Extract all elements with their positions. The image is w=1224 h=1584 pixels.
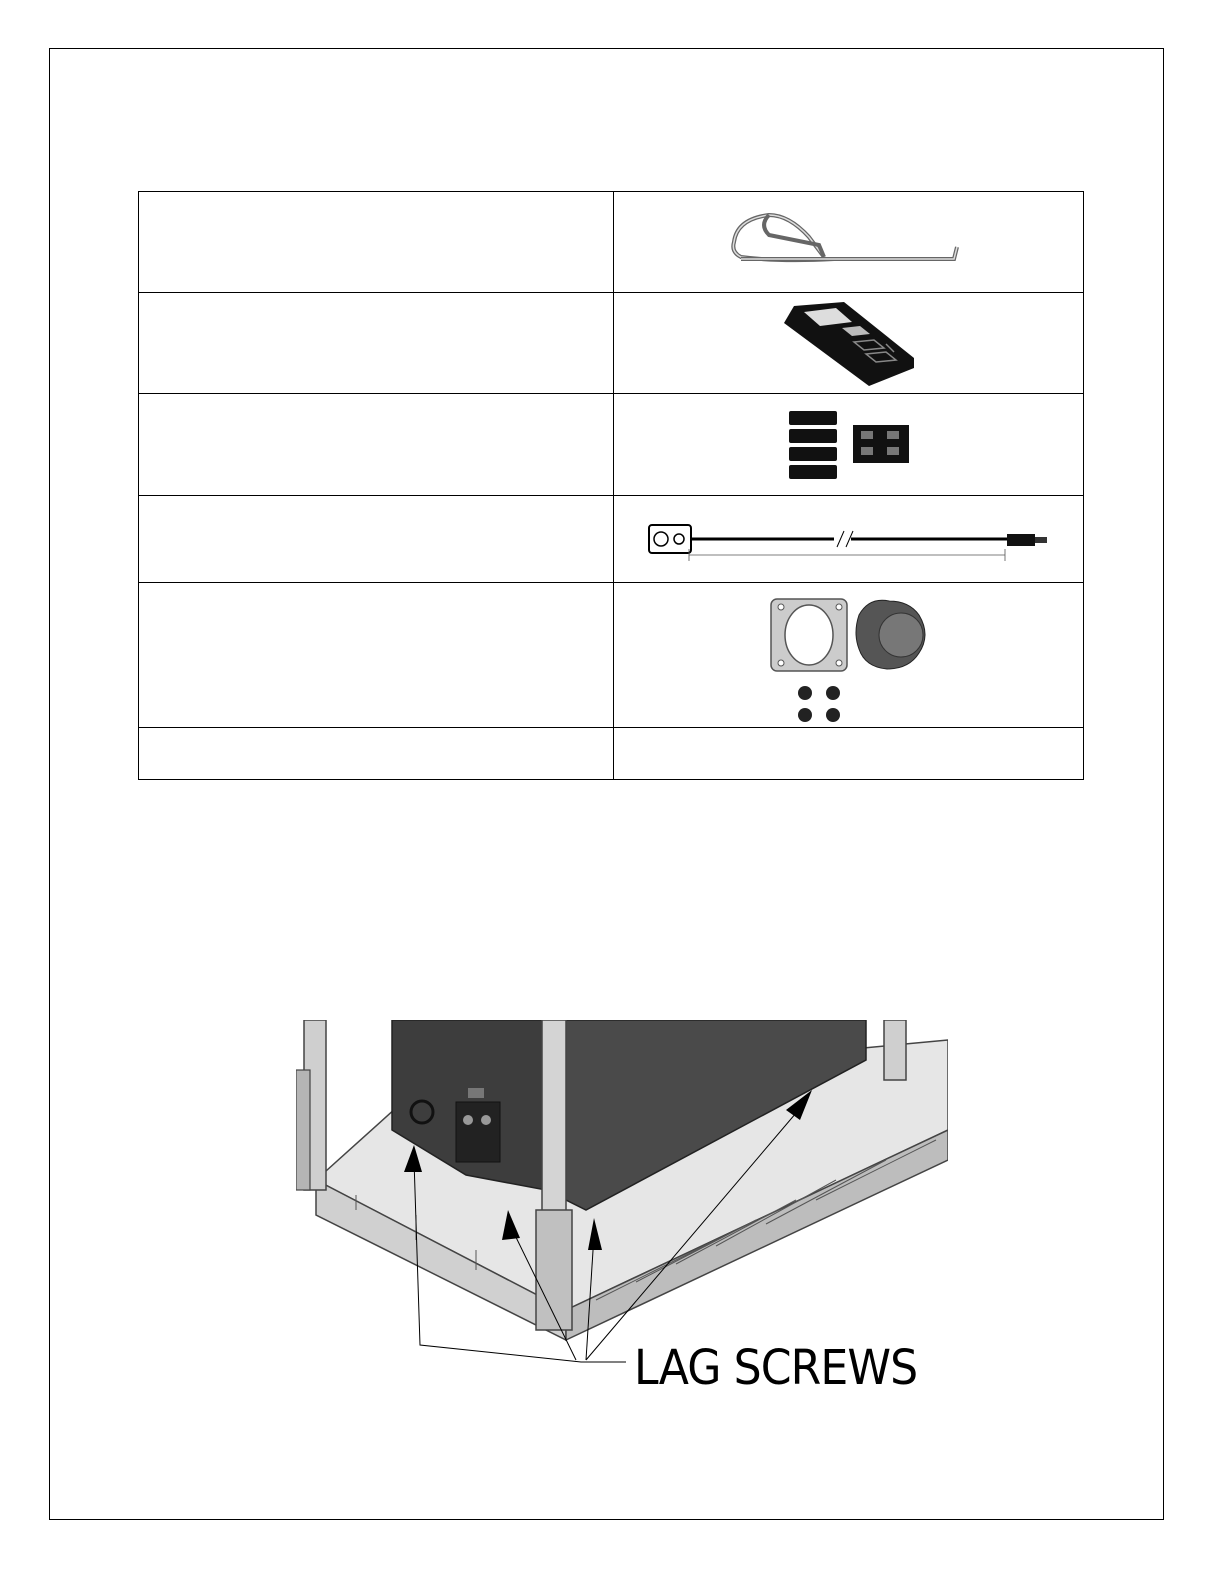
part-image-cell [614, 192, 1084, 293]
part-image-cell [614, 728, 1084, 780]
table-row [139, 496, 1084, 583]
part-image-cell [614, 496, 1084, 583]
table-row [139, 583, 1084, 728]
table-row [139, 728, 1084, 780]
part-description-cell [139, 583, 614, 728]
mounting-plate-knob-icon [759, 585, 939, 725]
batteries-holder-icon [769, 405, 929, 485]
hook-pin-icon [729, 207, 969, 277]
part-image-cell [614, 583, 1084, 728]
parts-table [138, 191, 1084, 780]
part-description-cell [139, 192, 614, 293]
part-description-cell [139, 293, 614, 394]
part-description-cell [139, 394, 614, 496]
part-image-cell [614, 293, 1084, 394]
remote-control-icon [774, 298, 924, 388]
table-row [139, 192, 1084, 293]
lag-screws-callout: LAG SCREWS [634, 1340, 918, 1396]
part-image-cell [614, 394, 1084, 496]
part-description-cell [139, 728, 614, 780]
part-description-cell [139, 496, 614, 583]
table-row [139, 293, 1084, 394]
table-row [139, 394, 1084, 496]
sensor-cable-icon [639, 509, 1059, 569]
